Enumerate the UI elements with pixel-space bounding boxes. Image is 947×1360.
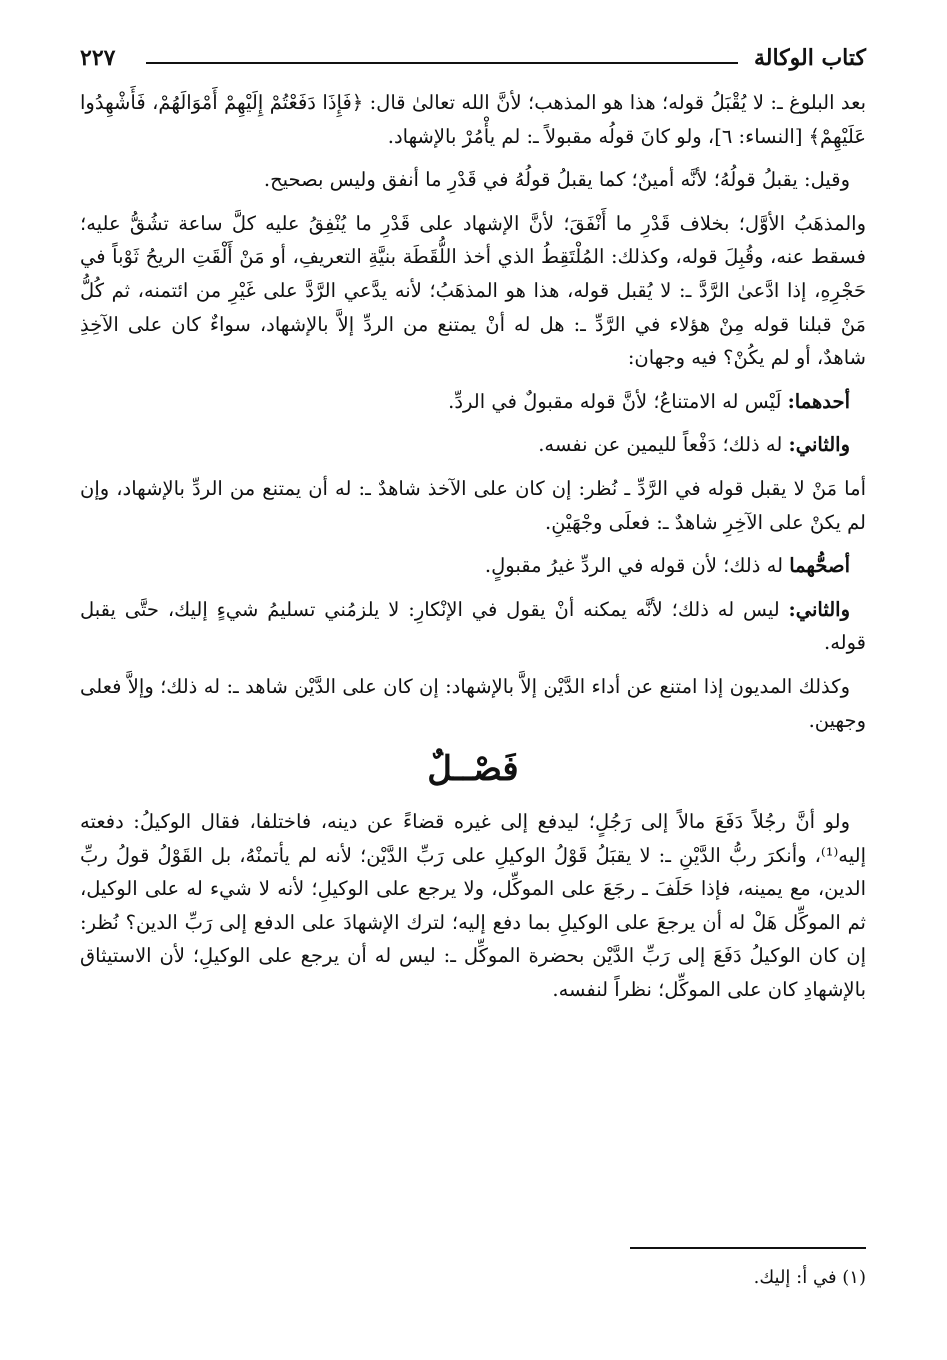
paragraph — [80, 593, 866, 660]
paragraph: أما مَنْ لا يقبل قوله في الرَّدِّ ـ نُظر: إن كان على الآخذ شاهدٌ ـ: له أن يمتنع من الردِّ بالإشهاد، وإن لم يكنْ على الآخِرِ شاهدٌ ـ: فعلَى وجْهَيْنِ. — [80, 476, 866, 534]
header-title: كتاب الوكالة — [753, 45, 866, 71]
paragraph: وقيل: يقبلُ قولُهُ؛ لأنَّه أمينٌ؛ كما يقبلُ قولُهُ في قَدْرِ ما أنفق وليس بصحيح. — [263, 168, 850, 192]
paragraph-text: له ذلك؛ دَفْعاً لليمين عن نفسه. — [538, 433, 789, 457]
paragraph-text: ليس له ذلك؛ لأنَّه يمكنه أنْ يقول في الإنْكارِ: لا يلزمُني تسليمُ شيءٍ إليك، حتَّى يقبل قوله. — [80, 597, 866, 655]
paragraph-lead: والثاني: — [788, 433, 850, 457]
header-rule — [146, 62, 738, 64]
paragraph-text: لَيْس له الامتناعُ؛ لأنَّ قوله مقبولٌ في الردِّ. — [448, 389, 788, 413]
paragraph-lead: والثاني: — [788, 597, 850, 621]
footnote-rule — [630, 1247, 866, 1249]
paragraph — [80, 549, 866, 583]
paragraph: والمذهَبُ الأوَّل؛ بخلاف قَدْرِ ما أَنْفَقَ؛ لأنَّ الإشهاد على قَدْرِ ما يُنْفِقُ عليه كلَّ ساعة تشُقُّ عليه؛ فسقط عنه، وقُبِلَ قوله، وكذلك: المُلْتَقِطُ الذي أخذ اللُّقَطَة بنيَّةِ التعريفِ، أو مَنْ أَلْقَتِ الريحُ ثَوْباً في حَجْرِهِ، إذا ادَّعىٰ الرَّدَّ ـ: لا يُقبل قوله، هذا هو المذهَبُ؛ لأنه يدَّعي الرَّدَّ على غَيْرِ من ائتمنه، ثم كُلُّ مَنْ قبلنا قوله مِنْ هؤلاء في الرَّدِّ ـ: هل له أنْ يمتنع من الردِّ إلاَّ بالإشهاد، سواءٌ كان على الآخِذِ شاهدٌ، أو لم يكُنْ؟ فيه وجهان: — [80, 211, 866, 370]
footnote: (١) في أ: إليك. — [753, 1267, 866, 1288]
paragraph — [80, 428, 866, 462]
paragraph: ولو أنَّ رجُلاً دَفَعَ مالاً إلى رَجُلٍ؛ ليدفع إلى غيره قضاءً عن دينه، فاختلفا، فقال الوكيلُ: دفعته إليه⁽¹⁾، وأنكرَ ربُّ الدَّيْنِ ـ: لا يقبَلُ قَوْلُ الوكيلِ على رَبِّ الدَّيْن؛ لأنه لم يأتمنْهُ، بل القَوْلُ قولُ ربِّ الدين، مع يمينه، فإذا حَلَفَ ـ رجَعَ على الموكِّل، ولا يرجع على الوكيلِ؛ لأنه لا شيء له على الوكيل، ثم الموكِّل هَلْ له أن يرجعَ على الوكيلِ بما دفع إليه؛ لترك الإشهادَ على الدفع إلى رَبِّ الدين؟ نُظر: إن كان الوكيلُ دَفَعَ إلى رَبِّ الدَّيْن بحضرة الموكِّل ـ: ليس له أن يرجع على الوكيلِ؛ لأن الاستيثاق بالإشهادِ كان على الموكِّل؛ نظراً لنفسه. — [80, 810, 866, 1002]
paragraph: وكذلك المديون إذا امتنع عن أداء الدَّيْن إلاَّ بالإشهاد: إن كان على الدَّيْن شاهد ـ: له ذلك؛ وإلاَّ فعلى وجهين. — [80, 674, 866, 732]
section-heading: فَصْــلٌ — [427, 749, 519, 790]
paragraph: بعد البلوغ ـ: لا يُقْبَلُ قوله؛ هذا هو المذهب؛ لأنَّ الله تعالىٰ قال: ﴿فَإِذَا دَفَعْتُمْ إِلَيْهِمْ أَمْوَالَهُمْ، فَأَشْهِدُوا عَلَيْهِمْ﴾ [النساء: ٦]، ولو كانَ قولُه مقبولاً ـ: لم يأْمُرْ بالإشهاد. — [80, 91, 866, 148]
paragraph-lead: أصحُّهما — [789, 554, 850, 578]
paragraph-lead: أحدهما: — [787, 389, 850, 413]
running-header — [80, 40, 866, 80]
paragraph-text: له ذلك؛ لأن قوله في الردِّ غيرُ مقبولٍ. — [484, 554, 790, 578]
page-number: ٢٢٧ — [80, 45, 116, 71]
paragraph — [80, 385, 866, 419]
body-text — [80, 86, 866, 1017]
